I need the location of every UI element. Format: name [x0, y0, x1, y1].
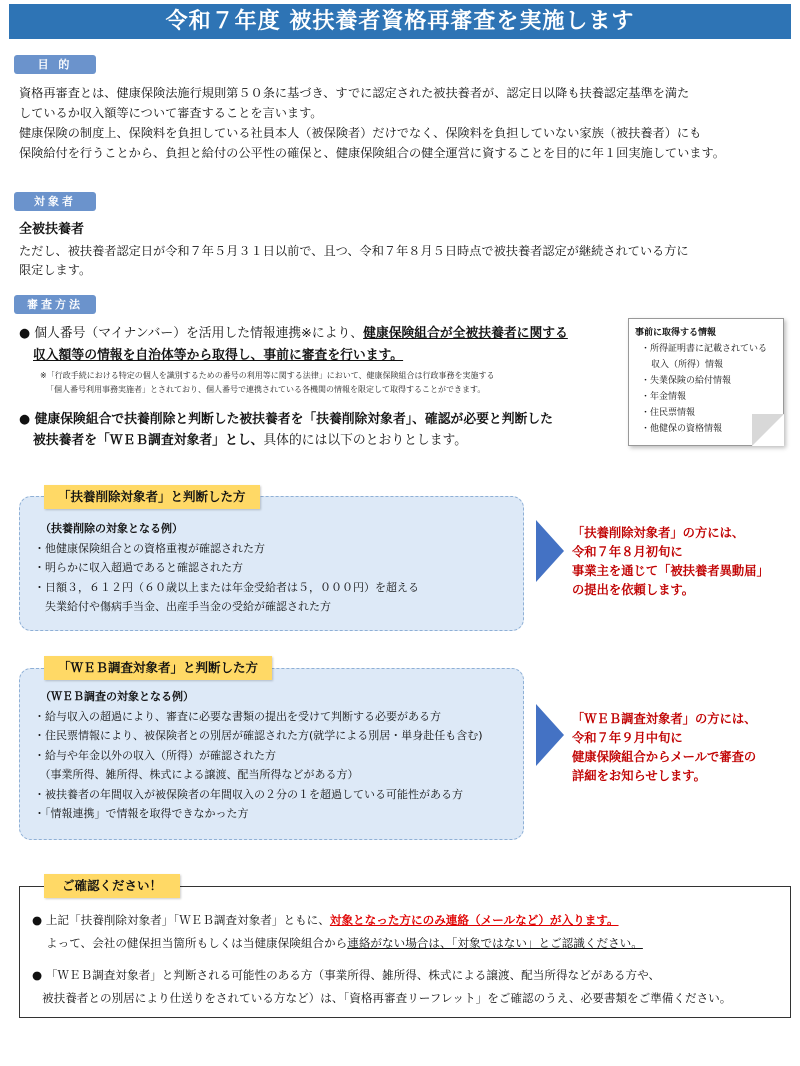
- method-b2-line2: [33, 430, 467, 451]
- confirm-line-1: [32, 910, 619, 931]
- acquired-info-item: ・住民票情報: [641, 408, 696, 418]
- section-label-purpose: 目 的: [14, 55, 96, 74]
- web-survey-subhead: （ＷＥＢ調査の対象となる例）: [40, 690, 194, 703]
- method-b1-line2: 収入額等の情報を自治体等から取得し、事前に審査を行います。: [33, 348, 404, 363]
- web-survey-result-line: 「ＷＥＢ調査対象者」の方には、: [572, 712, 757, 726]
- deletion-target-tag: 「扶養削除対象者」と判断した方: [44, 485, 260, 509]
- web-survey-item: ・給与収入の超過により、審査に必要な書類の提出を受けて判断する必要がある方: [34, 709, 441, 723]
- purpose-line-2: しているか収入額等について審査することを言います。: [19, 106, 323, 120]
- web-survey-target-box: [19, 668, 524, 840]
- method-b1-part2: 健康保険組合が全被扶養者に関する: [363, 326, 568, 341]
- method-b2-line1: 健康保険組合で扶養削除と判断した被扶養者を「扶養削除対象者」、確認が必要と判断した: [34, 412, 553, 427]
- deletion-result: [572, 524, 769, 600]
- confirm-line-4: 被扶養者との別居により仕送りをされている方など）は、「資格再審査リーフレット」をご確認のうえ、必要書類をご準備ください。: [42, 991, 732, 1005]
- page-title: 令和７年度 被扶養者資格再審査を実施します: [9, 4, 791, 39]
- bullet-dot: ●: [32, 968, 46, 982]
- arrow-right-icon: [536, 520, 564, 582]
- target-heading: 全被扶養者: [19, 222, 85, 237]
- acquired-info-item: 収入（所得）情報: [651, 360, 724, 370]
- deletion-target-box: [19, 496, 524, 631]
- confirm-l3: 「ＷＥＢ調査対象者」と判断される可能性のある方（事業所得、雑所得、株式による譲渡、配当所得などがある方や、: [45, 968, 661, 982]
- web-survey-item: ・住民票情報により、被保険者との別居が確認された方(就学による別居・単身赴任も含む): [34, 729, 483, 742]
- method-note-1: ※「行政手続における特定の個人を識別するための番号の利用等に関する法律」において、健康保険組合は行政事務を実施する: [40, 371, 495, 380]
- web-survey-result-line: 健康保険組合からメールで審査の: [572, 750, 757, 764]
- confirm-tag: ご確認ください！: [44, 874, 180, 898]
- target-line-2: 限定します。: [19, 263, 92, 277]
- bullet-dot: ●: [19, 412, 35, 427]
- arrow-right-icon: [536, 704, 564, 766]
- purpose-line-1: 資格再審査とは、健康保険法施行規則第５０条に基づき、すでに認定された被扶養者が、認定日以降も扶養認定基準を満た: [19, 86, 690, 100]
- acquired-info-item: ・他健保の資格情報: [641, 424, 723, 434]
- deletion-item: ・他健康保険組合との資格重複が確認された方: [34, 541, 265, 555]
- web-survey-result: [572, 710, 756, 786]
- section-label-method: 審査方法: [14, 295, 96, 314]
- acquired-info-item: ・所得証明書に記載されている: [641, 344, 768, 354]
- deletion-result-line: 令和７年８月初旬に: [572, 545, 683, 559]
- confirm-l1-b: 対象となった方にのみ連絡（メールなど）が入ります。: [329, 913, 619, 927]
- deletion-item: ・明らかに収入超過であると確認された方: [34, 561, 243, 574]
- deletion-item: ・日額３，６１２円（６０歳以上または年金受給者は５，０００円）を超える: [34, 580, 419, 594]
- confirm-l2-a: よって、会社の健保担当箇所もしくは当健康保険組合から: [46, 936, 348, 950]
- confirm-line-3: [32, 965, 660, 986]
- method-b2-line2-bold: 被扶養者を「ＷＥＢ調査対象者」とし、: [33, 433, 264, 448]
- purpose-line-4: 保険給付を行うことから、負担と給付の公平性の確保と、健康保険組合の健全運営に資することを目的に年１回実施しています。: [19, 146, 725, 160]
- confirm-l2-b: 連絡がない場合は、「対象ではない」とご認識ください。: [347, 936, 643, 950]
- bullet-dot: ●: [19, 326, 35, 341]
- acquired-info-note: [628, 318, 784, 446]
- web-survey-item: ・被扶養者の年間収入が被保険者の年間収入の２分の１を超過している可能性がある方: [34, 787, 463, 801]
- page-fold-corner: [752, 414, 784, 446]
- section-label-target: 対象者: [14, 192, 96, 211]
- bullet-dot: ●: [32, 913, 46, 927]
- deletion-result-line: 「扶養削除対象者」の方には、: [572, 526, 745, 540]
- deletion-result-line: の提出を依頼します。: [572, 583, 694, 597]
- confirm-l1-a: 上記「扶養削除対象者」「ＷＥＢ調査対象者」ともに、: [45, 913, 330, 927]
- acquired-info-item: ・失業保険の給付情報: [641, 376, 732, 386]
- method-bullet-2: [19, 409, 553, 430]
- web-survey-target-tag: 「ＷＥＢ調査対象者」と判断した方: [44, 656, 272, 680]
- method-b2-line2-rest: 具体的には以下のとおりとします。: [263, 433, 468, 448]
- web-survey-item: （事業所得、雑所得、株式による譲渡、配当所得などがある方）: [34, 768, 359, 781]
- deletion-result-line: 事業主を通じて「被扶養者異動届」: [572, 564, 769, 578]
- target-line-1: ただし、被扶養者認定日が令和７年５月３１日以前で、且つ、令和７年８月５日時点で被扶養者認定が継続されている方に: [19, 244, 689, 258]
- acquired-info-heading: 事前に取得する情報: [635, 328, 717, 338]
- method-note-2: 「個人番号利用事務実施者」とされており、個人番号で連携されている各機関の情報を限定して取得することができます。: [46, 385, 486, 394]
- web-survey-item: ・給与や年金以外の収入（所得）が確認された方: [34, 748, 276, 762]
- deletion-subhead: （扶養削除の対象となる例）: [40, 522, 183, 535]
- purpose-line-3: 健康保険の制度上、保険料を負担している社員本人（被保険者）だけでなく、保険料を負担していない家族（被扶養者）にも: [19, 126, 702, 140]
- confirm-line-2: [46, 933, 643, 954]
- deletion-item: 失業給付や傷病手当金、出産手当金の受給が確認された方: [34, 600, 331, 613]
- web-survey-result-line: 令和７年９月中旬に: [572, 731, 683, 745]
- method-bullet-1: [19, 323, 568, 344]
- acquired-info-item: ・年金情報: [641, 392, 687, 402]
- method-b1-part1: 個人番号（マイナンバー）を活用した情報連携※により、: [34, 326, 364, 341]
- web-survey-item: ・「情報連携」で情報を取得できなかった方: [34, 807, 249, 820]
- web-survey-result-line: 詳細をお知らせします。: [572, 769, 706, 783]
